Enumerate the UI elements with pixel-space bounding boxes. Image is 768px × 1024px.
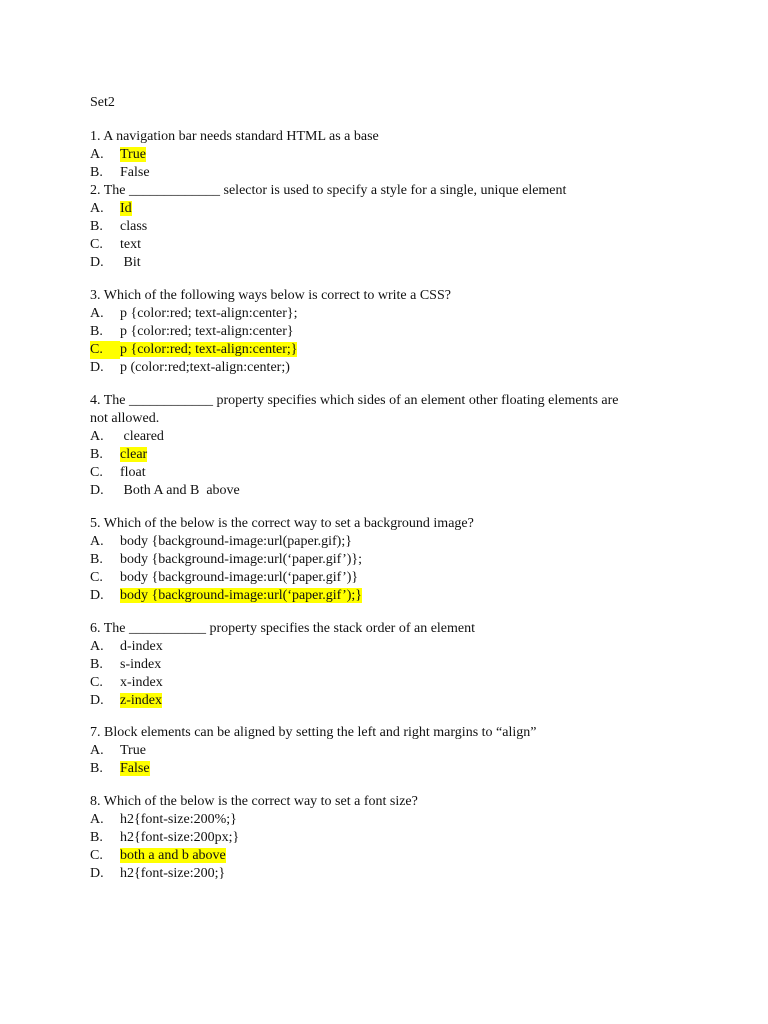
option-letter: A. (90, 147, 104, 162)
answer-option (90, 464, 146, 482)
question-text: 2. The _____________ selector is used to specify a style for a single, unique element (90, 183, 567, 198)
answer-option (90, 865, 225, 883)
option-letter: C. (90, 848, 103, 863)
answer-option (90, 551, 362, 569)
answer-option (90, 587, 362, 605)
answer-option (90, 811, 237, 829)
answer-option (90, 164, 150, 182)
answer-option (90, 569, 358, 587)
option-text: body {background-image:url(‘paper.gif’)} (120, 570, 359, 585)
answer-option (90, 428, 164, 446)
question-text: not allowed. (90, 411, 160, 426)
correct-answer-highlight: True (120, 147, 146, 162)
answer-option (90, 638, 163, 656)
option-text: class (120, 219, 148, 234)
option-letter: B. (90, 830, 103, 845)
answer-option (90, 359, 290, 377)
option-letter: A. (90, 534, 104, 549)
option-letter: D. (90, 693, 104, 708)
option-letter: B. (90, 324, 103, 339)
option-letter: D. (90, 483, 104, 498)
option-letter: A. (90, 812, 104, 827)
correct-answer-highlight: p {color:red; text-align:center;} (120, 342, 298, 357)
option-letter: C. (90, 570, 103, 585)
option-text: float (120, 465, 146, 480)
option-letter: A. (90, 429, 104, 444)
option-text: d-index (120, 639, 163, 654)
question-text: 6. The ___________ property specifies the stack order of an element (90, 621, 476, 636)
answer-option (90, 656, 161, 674)
option-letter: C. (90, 465, 103, 480)
option-text: p (color:red;text-align:center;) (120, 360, 290, 375)
option-letter: A. (90, 639, 104, 654)
answer-option (90, 218, 147, 236)
correct-answer-highlight: body {background-image:url(‘paper.gif’);} (120, 588, 363, 603)
option-text: p {color:red; text-align:center}; (120, 306, 298, 321)
set-title: Set2 (90, 95, 115, 110)
option-text: h2{font-size:200px;} (120, 830, 240, 845)
answer-option (90, 200, 132, 218)
answer-option (90, 236, 141, 254)
question-text: 8. Which of the below is the correct way to set a font size? (90, 794, 418, 809)
option-letter: B. (90, 552, 103, 567)
question-text: 4. The ____________ property specifies which sides of an element other floating elements are (90, 393, 619, 408)
answer-option (90, 829, 239, 847)
option-text: s-index (120, 657, 162, 672)
option-letter: D. (90, 360, 104, 375)
option-text: False (120, 165, 150, 180)
option-text: body {background-image:url(paper.gif);} (120, 534, 352, 549)
answer-option (90, 674, 163, 692)
option-letter: B. (90, 219, 103, 234)
option-letter: A. (90, 743, 104, 758)
question-text: 1. A navigation bar needs standard HTML as a base (90, 129, 379, 144)
option-letter: A. (90, 306, 104, 321)
answer-option (90, 305, 297, 323)
option-letter: B. (90, 447, 103, 462)
answer-option (90, 482, 240, 500)
option-letter: D. (90, 255, 104, 270)
answer-option (90, 341, 297, 359)
question-text: 3. Which of the following ways below is correct to write a CSS? (90, 288, 451, 303)
answer-option (90, 146, 146, 164)
option-letter: A. (90, 201, 104, 216)
option-letter: C. (90, 237, 103, 252)
option-letter: C. (90, 675, 103, 690)
answer-option (90, 254, 141, 272)
option-text: True (120, 743, 146, 758)
answer-option (90, 760, 150, 778)
option-text: p {color:red; text-align:center} (120, 324, 294, 339)
answer-option (90, 533, 352, 551)
option-letter: B. (90, 761, 103, 776)
option-letter: D. (90, 866, 104, 881)
answer-option (90, 847, 226, 865)
correct-answer-highlight: z-index (120, 693, 162, 708)
answer-option (90, 446, 147, 464)
option-text: Bit (120, 255, 141, 270)
correct-answer-highlight: False (120, 761, 150, 776)
option-text: text (120, 237, 141, 252)
correct-answer-highlight: Id (120, 201, 132, 216)
option-text: Both A and B above (120, 483, 240, 498)
option-letter: B. (90, 657, 103, 672)
question-text: 7. Block elements can be aligned by setting the left and right margins to “align” (90, 725, 537, 740)
answer-option (90, 323, 294, 341)
question-text: 5. Which of the below is the correct way to set a background image? (90, 516, 474, 531)
option-letter: B. (90, 165, 103, 180)
option-text: cleared (120, 429, 164, 444)
option-text: x-index (120, 675, 163, 690)
correct-answer-highlight: clear (120, 447, 148, 462)
option-letter: C. (90, 341, 120, 359)
answer-option (90, 742, 146, 760)
option-text: body {background-image:url(‘paper.gif’)}; (120, 552, 363, 567)
option-text: h2{font-size:200%;} (120, 812, 237, 827)
option-letter: D. (90, 588, 104, 603)
option-text: h2{font-size:200;} (120, 866, 226, 881)
answer-option (90, 692, 162, 710)
correct-answer-highlight: both a and b above (120, 848, 226, 863)
